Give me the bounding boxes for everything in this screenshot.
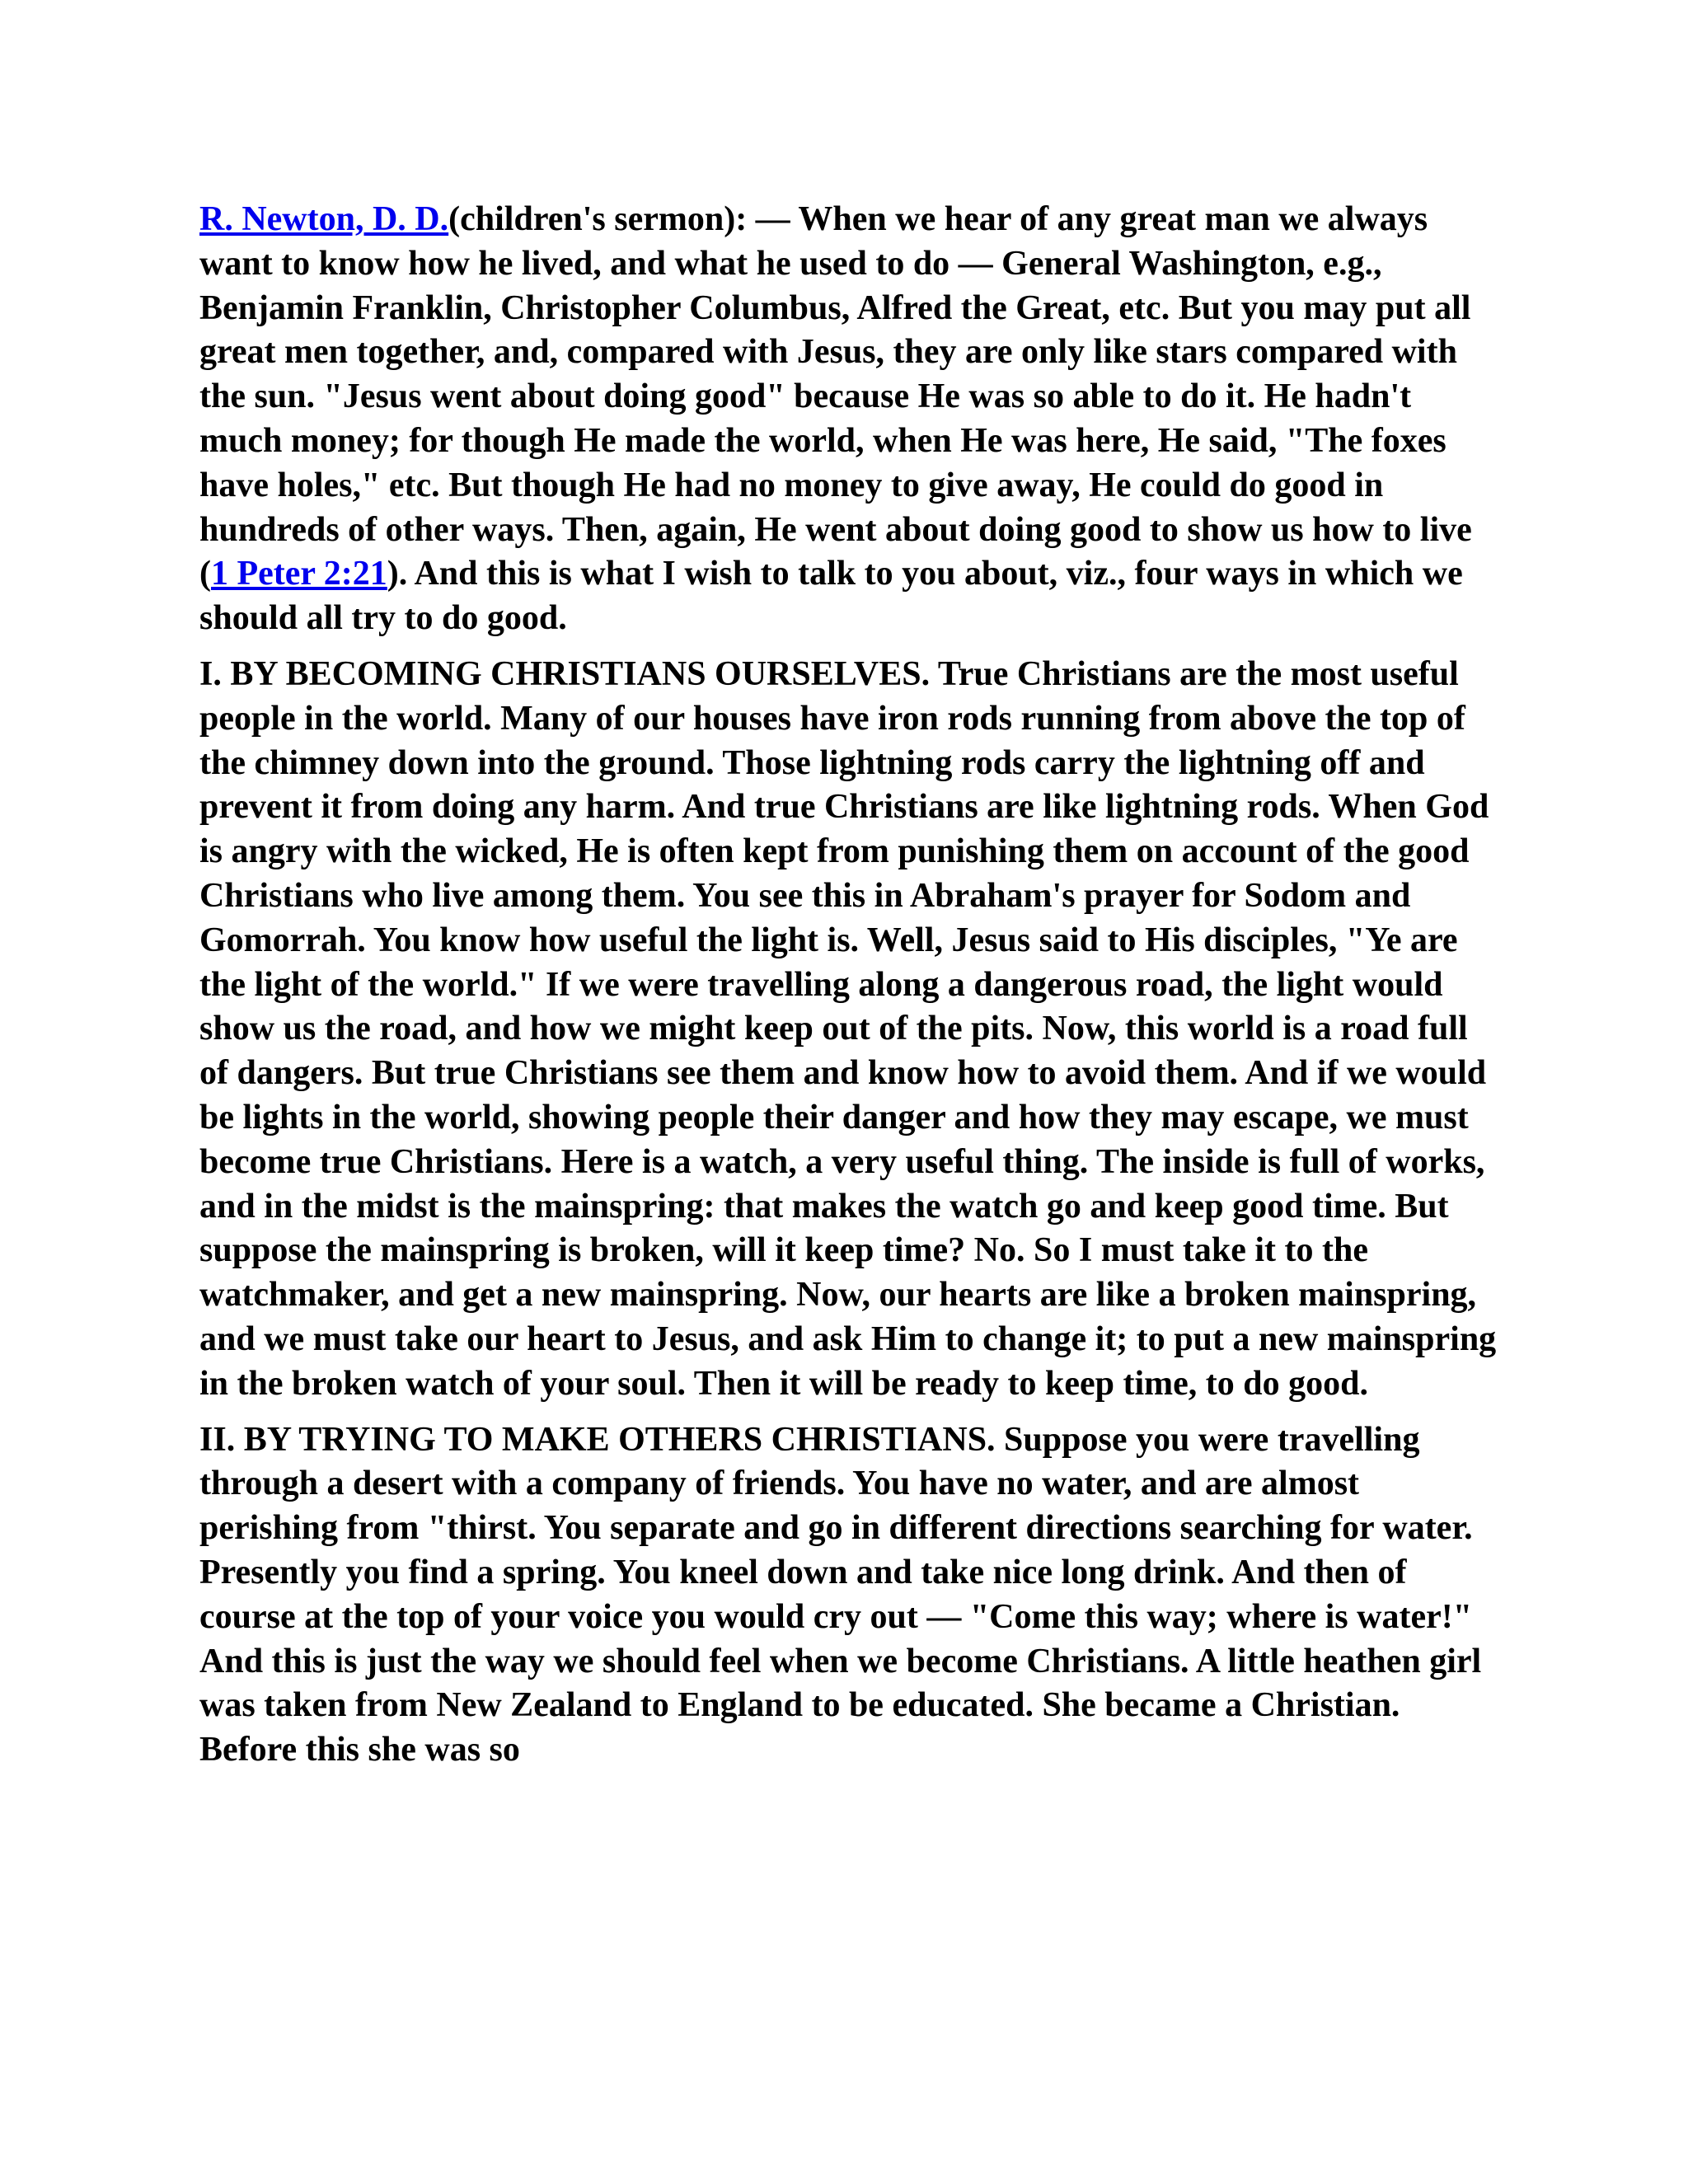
scripture-reference-link[interactable]: 1 Peter 2:21	[211, 555, 387, 593]
section-one-paragraph: I. BY BECOMING CHRISTIANS OURSELVES. True Christians are the most useful people in the world. Many of our houses have iron rods running from above the top of the chimney down into the ground. Those lightning rods carry the lightning off and prevent it from doing any harm. And true Christians are like lightning rods. When God is angry with the wicked, He is often kept from punishing them on account of the good Christians who live among them. You see this in Abraham's prayer for Sodom and Gomorrah. You know how useful the light is. Well, Jesus said to His disciples, "Ye are the light of the world." If we were travelling along a dangerous road, the light would show us the road, and how we might keep out of the pits. Now, this world is a road full of dangers. But true Christians see them and know how to avoid them. And if we would be lights in the world, showing people their danger and how they may escape, we must become true Christians. Here is a watch, a very useful thing. The inside is full of works, and in the midst is the mainspring: that makes the watch go and keep good time. But suppose the mainspring is broken, will it keep time? No. So I must take it to the watchmaker, and get a new mainspring. Now, our hearts are like a broken mainspring, and we must take our heart to Jesus, and ask Him to change it; to put a new mainspring in the broken watch of your soul. Then it will be ready to keep time, to do good.	[199, 654, 1497, 1403]
author-link[interactable]: R. Newton, D. D.	[199, 200, 449, 238]
document-page	[199, 198, 1498, 1784]
intro-text-continued: ). And this is what I wish to talk to you about, viz., four ways in which we should all try to do good.	[199, 555, 1463, 638]
intro-paragraph	[199, 198, 1498, 641]
intro-text: (children's sermon): — When we hear of any great man we always want to know how he lived, and what he used to do — General Washington, e.g., Benjamin Franklin, Christopher Columbus, Alfred the Great, etc. But you may put all great men together, and, compared with Jesus, they are only like stars compared with the sun. "Jesus went about doing good" because He was so able to do it. He hadn't much money; for though He made the world, when He was here, He said, "The foxes have holes," etc. But though He had no money to give away, He could do good in hundreds of other ways. Then, again, He went about doing good to show us how to live (	[199, 200, 1472, 593]
section-two-paragraph: II. BY TRYING TO MAKE OTHERS CHRISTIANS. Suppose you were travelling through a desert with a company of friends. You have no water, and are almost perishing from "thirst. You separate and go in different directions searching for water. Presently you find a spring. You kneel down and take nice long drink. And then of course at the top of your voice you would cry out — "Come this way; where is water!" And this is just the way we should feel when we become Christians. A little heathen girl was taken from New Zealand to England to be educated. She became a Christian. Before this she was so	[199, 1420, 1482, 1769]
